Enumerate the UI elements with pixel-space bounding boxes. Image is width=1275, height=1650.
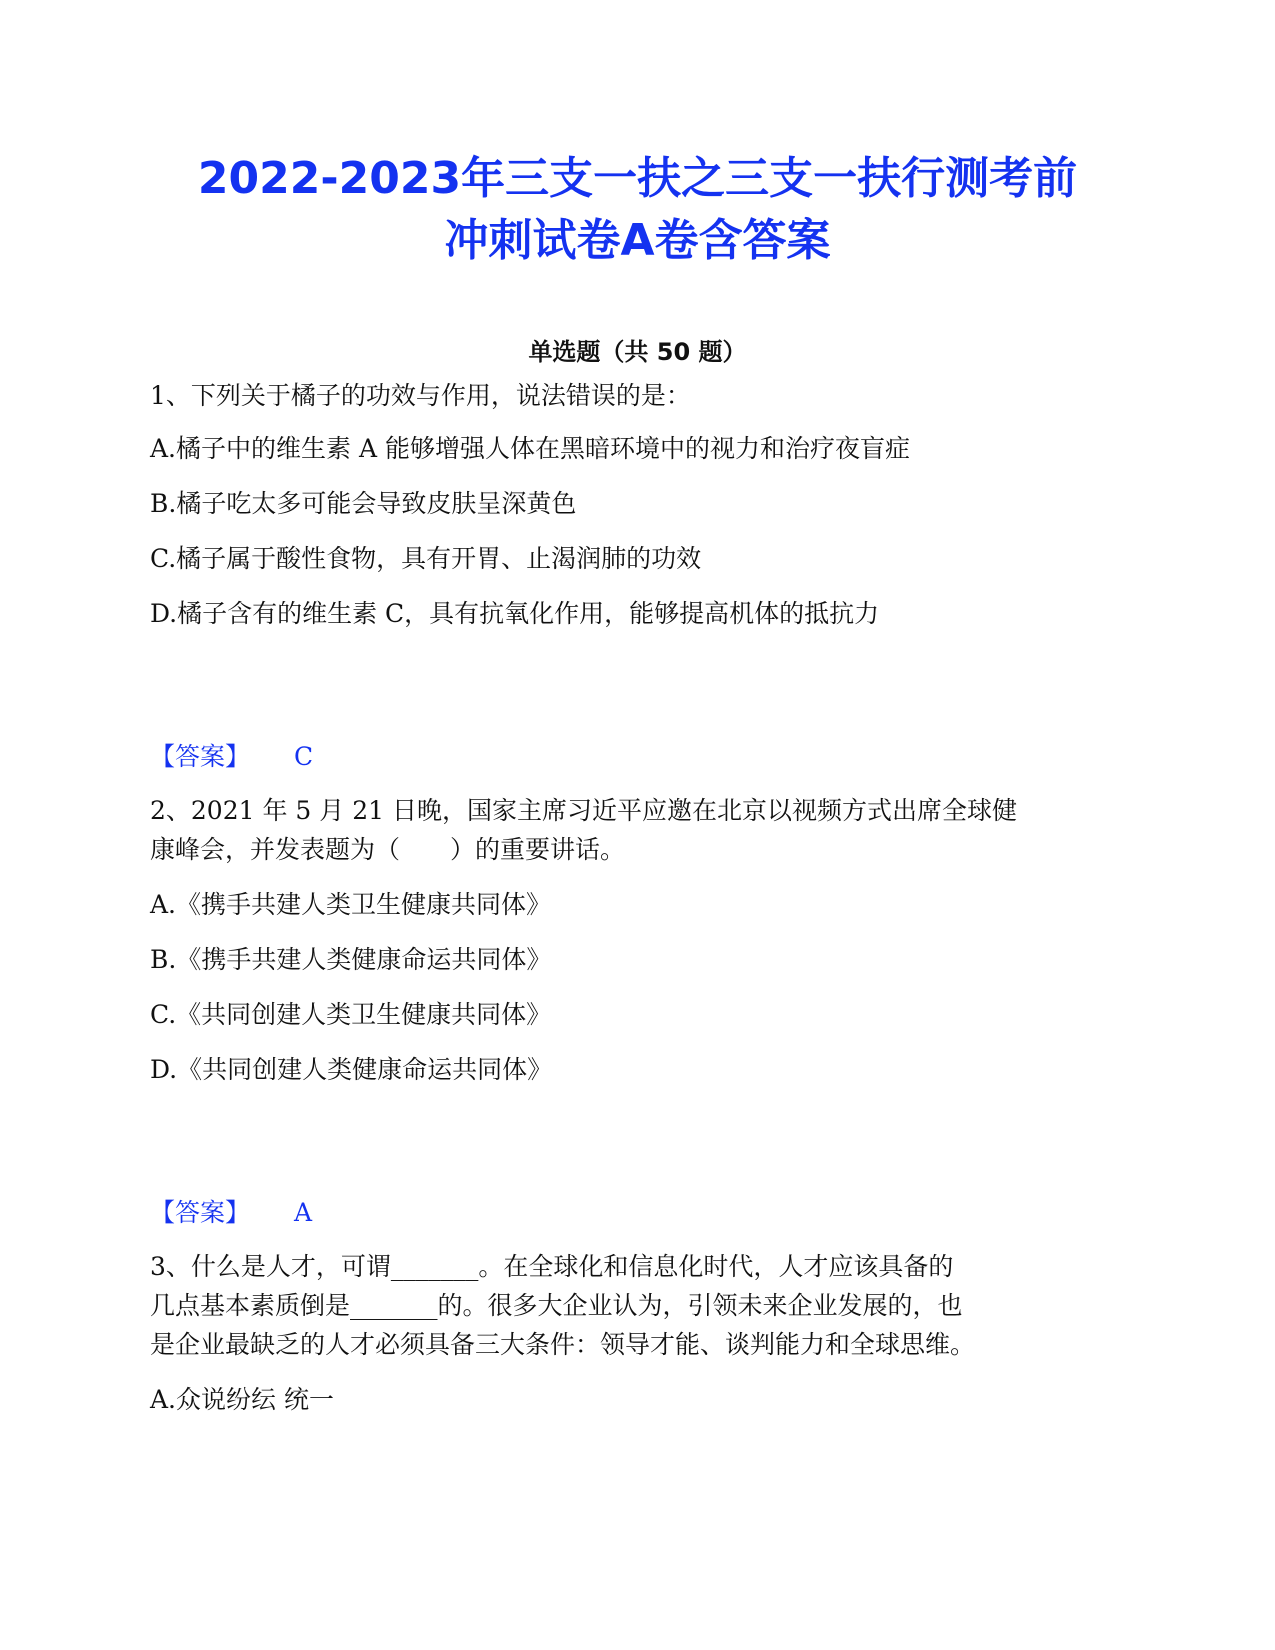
question-2-option-a: A.《携手共建人类卫生健康共同体》 — [150, 890, 552, 919]
question-3-option-a: A.众说纷纭 统一 — [150, 1385, 334, 1414]
question-3-stem-line-1: 3、什么是人才，可谓_______。在全球化和信息化时代，人才应该具备的 — [150, 1252, 954, 1281]
section-heading: 单选题（共 50 题） — [528, 338, 747, 366]
question-3-stem-line-2: 几点基本素质倒是_______的。很多大企业认为，引领未来企业发展的，也 — [150, 1291, 963, 1320]
question-2-stem-line-1: 2、2021 年 5 月 21 日晚，国家主席习近平应邀在北京以视频方式出席全球健 — [150, 796, 1017, 825]
question-2-stem-line-2: 康峰会，并发表题为（ ）的重要讲话。 — [150, 835, 626, 864]
question-1-option-d: D.橘子含有的维生素 C，具有抗氧化作用，能够提高机体的抵抗力 — [150, 599, 880, 628]
document-title — [110, 148, 1165, 272]
answer-label: 【答案】 — [150, 1198, 251, 1227]
answer-value: C — [294, 742, 314, 771]
question-2-option-d: D.《共同创建人类健康命运共同体》 — [150, 1055, 553, 1084]
title-line-2: 冲刺试卷A卷含答案 — [444, 215, 831, 266]
title-line-1: 2022-2023年三支一扶之三支一扶行测考前 — [197, 153, 1078, 204]
question-1-option-a: A.橘子中的维生素 A 能够增强人体在黑暗环境中的视力和治疗夜盲症 — [150, 434, 910, 463]
answer-value: A — [294, 1198, 313, 1227]
question-2-option-c: C.《共同创建人类卫生健康共同体》 — [150, 1000, 552, 1029]
question-1-option-b: B.橘子吃太多可能会导致皮肤呈深黄色 — [150, 489, 577, 518]
question-1-option-c: C.橘子属于酸性食物，具有开胃、止渴润肺的功效 — [150, 544, 702, 573]
question-1-answer — [150, 737, 1130, 777]
question-2-answer — [150, 1193, 1130, 1233]
question-3-stem-line-3: 是企业最缺乏的人才必须具备三大条件：领导才能、谈判能力和全球思维。 — [150, 1330, 976, 1359]
answer-label: 【答案】 — [150, 742, 251, 771]
question-1-stem: 1、下列关于橘子的功效与作用，说法错误的是： — [150, 381, 691, 410]
question-2-option-b: B.《携手共建人类健康命运共同体》 — [150, 945, 552, 974]
